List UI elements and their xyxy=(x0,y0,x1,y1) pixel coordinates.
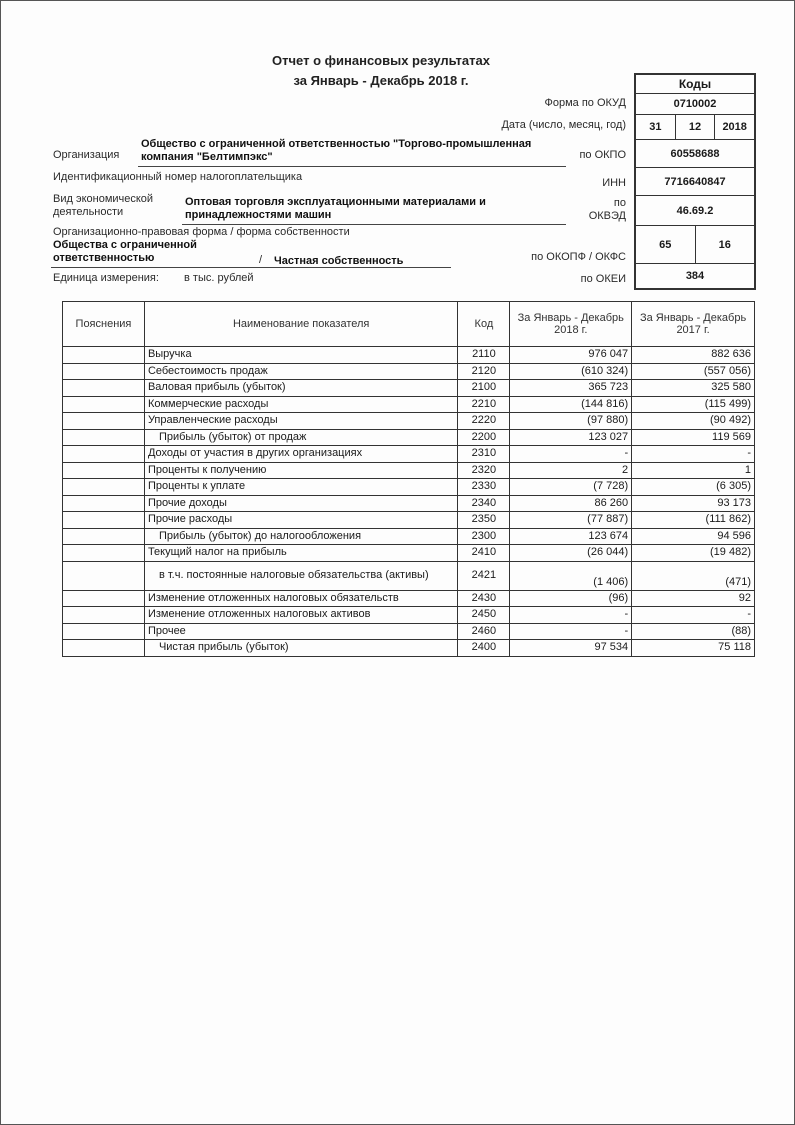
table-row xyxy=(63,479,755,496)
legal-form-label: Организационно-правовая форма / форма собственности xyxy=(53,226,350,238)
okved-value: 46.69.2 xyxy=(676,204,714,217)
table-header-row xyxy=(63,302,755,347)
codes-header: Коды xyxy=(636,75,754,94)
org-name-line1: Общество с ограниченной ответственностью "Торгово-промышленная xyxy=(141,138,532,150)
code-cell: 2100 xyxy=(458,380,510,397)
okved-label-2: ОКВЭД xyxy=(588,210,626,222)
code-cell: 2410 xyxy=(458,545,510,562)
table-row xyxy=(63,413,755,430)
okopf-row xyxy=(636,226,754,264)
code-cell: 2330 xyxy=(458,479,510,496)
notes-cell xyxy=(63,528,145,545)
current-value-cell: - xyxy=(510,446,632,463)
date-day: 31 xyxy=(636,115,676,139)
org-name-line2: компания "Белтимпэкс" xyxy=(141,151,273,163)
indicator-name-cell: Выручка xyxy=(144,347,457,364)
indicator-name-cell: Прочие доходы xyxy=(144,495,457,512)
notes-cell xyxy=(63,429,145,446)
code-cell: 2400 xyxy=(458,640,510,657)
previous-value-cell: 92 xyxy=(632,590,755,607)
inn-row xyxy=(636,168,754,196)
previous-value-cell: (557 056) xyxy=(632,363,755,380)
inn-label: Идентификационный номер налогоплательщика xyxy=(53,171,303,183)
indicator-name-cell: Коммерческие расходы xyxy=(144,396,457,413)
unit-label: Единица измерения: xyxy=(53,272,159,284)
current-value-cell: 86 260 xyxy=(510,495,632,512)
code-cell: 2430 xyxy=(458,590,510,607)
table-row xyxy=(63,561,755,590)
current-value-cell: 365 723 xyxy=(510,380,632,397)
code-cell: 2310 xyxy=(458,446,510,463)
okei-label: по ОКЕИ xyxy=(580,273,626,285)
code-cell: 2220 xyxy=(458,413,510,430)
date-year: 2018 xyxy=(722,121,747,133)
okfs-value: 16 xyxy=(718,238,731,251)
notes-cell xyxy=(63,347,145,364)
current-value-cell: (7 728) xyxy=(510,479,632,496)
previous-value-cell: (471) xyxy=(632,561,755,590)
form-slash: / xyxy=(259,254,263,266)
previous-value-cell: 1 xyxy=(632,462,755,479)
previous-value-cell: (88) xyxy=(632,623,755,640)
inn-code-label: ИНН xyxy=(602,177,626,189)
notes-cell xyxy=(63,380,145,397)
indicator-name-cell: Чистая прибыль (убыток) xyxy=(144,640,457,657)
notes-cell xyxy=(63,590,145,607)
table-row xyxy=(63,396,755,413)
report-period: за Январь - Декабрь 2018 г. xyxy=(293,73,469,88)
current-value-cell: (97 880) xyxy=(510,413,632,430)
previous-value-cell: (115 499) xyxy=(632,396,755,413)
table-row xyxy=(63,545,755,562)
notes-cell xyxy=(63,363,145,380)
okei-value: 384 xyxy=(685,270,705,282)
header-previous-line1: За Январь - Декабрь xyxy=(639,312,747,324)
notes-cell xyxy=(63,512,145,529)
okud-label: Форма по ОКУД xyxy=(544,97,626,109)
activity-label-2: деятельности xyxy=(53,206,124,218)
okei-row xyxy=(636,264,754,288)
notes-cell xyxy=(63,495,145,512)
previous-value-cell: 93 173 xyxy=(632,495,755,512)
previous-value-cell: (6 305) xyxy=(632,479,755,496)
indicator-name-cell: Прибыль (убыток) до налогообложения xyxy=(144,528,457,545)
header-notes: Пояснения xyxy=(63,302,145,347)
header-previous-period xyxy=(632,302,755,347)
indicator-name-cell: Себестоимость продаж xyxy=(144,363,457,380)
indicator-name-cell: Прибыль (убыток) от продаж xyxy=(144,429,457,446)
indicator-name-cell: Изменение отложенных налоговых активов xyxy=(144,607,457,624)
date-month: 12 xyxy=(676,115,716,139)
header-previous-line2: 2017 г. xyxy=(676,324,710,336)
previous-value-cell: 325 580 xyxy=(632,380,755,397)
notes-cell xyxy=(63,462,145,479)
header-current-period xyxy=(510,302,632,347)
previous-value-cell: (19 482) xyxy=(632,545,755,562)
code-cell: 2200 xyxy=(458,429,510,446)
current-value-cell: (610 324) xyxy=(510,363,632,380)
okopf-value: 65 xyxy=(636,226,696,263)
okved-label-1: по xyxy=(613,197,626,209)
previous-value-cell: 119 569 xyxy=(632,429,755,446)
indicator-name-cell: Проценты к получению xyxy=(144,462,457,479)
current-value-cell: 123 674 xyxy=(510,528,632,545)
previous-value-cell: - xyxy=(632,607,755,624)
current-value-cell: 2 xyxy=(510,462,632,479)
header-code: Код xyxy=(458,302,510,347)
code-cell: 2340 xyxy=(458,495,510,512)
financial-results-table xyxy=(62,301,755,657)
indicator-name-cell: Изменение отложенных налоговых обязательств xyxy=(144,590,457,607)
notes-cell xyxy=(63,561,145,590)
table-row xyxy=(63,446,755,463)
okpo-row xyxy=(636,140,754,168)
table-row xyxy=(63,347,755,364)
unit-value: в тыс. рублей xyxy=(184,272,254,284)
current-value-cell: (96) xyxy=(510,590,632,607)
previous-value-cell: - xyxy=(632,446,755,463)
table-row xyxy=(63,512,755,529)
current-value-cell: (144 816) xyxy=(510,396,632,413)
table-row xyxy=(63,590,755,607)
activity-line1: Оптовая торговля эксплуатационными материалами и xyxy=(185,196,486,208)
code-cell: 2421 xyxy=(458,561,510,590)
header-current-line2: 2018 г. xyxy=(554,324,588,336)
notes-cell xyxy=(63,640,145,657)
table-row xyxy=(63,607,755,624)
okud-row xyxy=(636,94,754,115)
activity-line2: принадлежностями машин xyxy=(185,209,332,221)
current-value-cell: (26 044) xyxy=(510,545,632,562)
header-current-line1: За Январь - Декабрь xyxy=(517,312,624,324)
table-row xyxy=(63,380,755,397)
current-value-cell: (1 406) xyxy=(510,561,632,590)
ownership-form: Частная собственность xyxy=(274,255,404,267)
indicator-name-cell: Текущий налог на прибыль xyxy=(144,545,457,562)
table-row xyxy=(63,462,755,479)
code-cell: 2120 xyxy=(458,363,510,380)
previous-value-cell: (90 492) xyxy=(632,413,755,430)
activity-label-1: Вид экономической xyxy=(53,193,154,205)
table-row xyxy=(63,495,755,512)
indicator-name-cell: Управленческие расходы xyxy=(144,413,457,430)
notes-cell xyxy=(63,479,145,496)
table-row xyxy=(63,640,755,657)
okopf-label: по ОКОПФ / ОКФС xyxy=(531,251,626,263)
notes-cell xyxy=(63,607,145,624)
header-indicator-name: Наименование показателя xyxy=(144,302,457,347)
okud-value: 0710002 xyxy=(673,98,717,110)
legal-form-line2: ответственностью xyxy=(53,252,155,264)
indicator-name-cell: Доходы от участия в других организациях xyxy=(144,446,457,463)
indicator-name-cell: Проценты к уплате xyxy=(144,479,457,496)
code-cell: 2460 xyxy=(458,623,510,640)
code-cell: 2110 xyxy=(458,347,510,364)
table-row xyxy=(63,363,755,380)
notes-cell xyxy=(63,396,145,413)
table-row xyxy=(63,528,755,545)
okpo-value: 60558688 xyxy=(670,147,720,160)
notes-cell xyxy=(63,446,145,463)
okved-row xyxy=(636,196,754,226)
notes-cell xyxy=(63,623,145,640)
org-label: Организация xyxy=(53,149,120,161)
notes-cell xyxy=(63,413,145,430)
previous-value-cell: 75 118 xyxy=(632,640,755,657)
indicator-name-cell: Валовая прибыль (убыток) xyxy=(144,380,457,397)
current-value-cell: - xyxy=(510,623,632,640)
previous-value-cell: (111 862) xyxy=(632,512,755,529)
legal-form-line1: Общества с ограниченной xyxy=(53,239,197,251)
indicator-name-cell: Прочие расходы xyxy=(144,512,457,529)
current-value-cell: 97 534 xyxy=(510,640,632,657)
current-value-cell: 123 027 xyxy=(510,429,632,446)
indicator-name-cell: в т.ч. постоянные налоговые обязательства (активы) xyxy=(144,561,457,590)
code-cell: 2450 xyxy=(458,607,510,624)
table-row xyxy=(63,623,755,640)
report-title: Отчет о финансовых результатах xyxy=(272,53,490,68)
code-cell: 2350 xyxy=(458,512,510,529)
indicator-name-cell: Прочее xyxy=(144,623,457,640)
code-cell: 2300 xyxy=(458,528,510,545)
previous-value-cell: 94 596 xyxy=(632,528,755,545)
code-cell: 2320 xyxy=(458,462,510,479)
notes-cell xyxy=(63,545,145,562)
code-cell: 2210 xyxy=(458,396,510,413)
inn-value: 7716640847 xyxy=(664,175,726,188)
date-row xyxy=(636,115,754,140)
okpo-label: по ОКПО xyxy=(579,149,626,161)
table-row xyxy=(63,429,755,446)
current-value-cell: (77 887) xyxy=(510,512,632,529)
current-value-cell: - xyxy=(510,607,632,624)
previous-value-cell: 882 636 xyxy=(632,347,755,364)
codes-box xyxy=(634,73,756,290)
current-value-cell: 976 047 xyxy=(510,347,632,364)
date-label: Дата (число, месяц, год) xyxy=(501,119,626,131)
